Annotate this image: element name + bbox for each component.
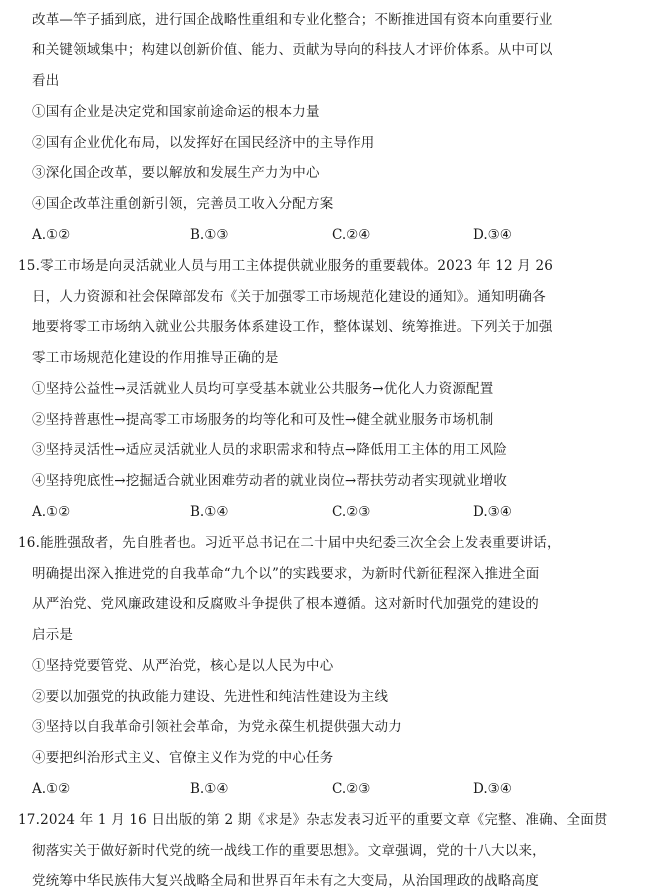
choice-b[interactable]: B.①④ bbox=[190, 781, 229, 797]
choice-c[interactable]: C.②③ bbox=[332, 781, 371, 797]
q14-text-line: 和关键领域集中；构建以创新价值、能力、贡献为导向的科技人才评价体系。从中可以 bbox=[32, 42, 553, 58]
q16-stem-line: 启示是 bbox=[32, 627, 74, 643]
choice-c[interactable]: C.②④ bbox=[332, 227, 371, 243]
q16-stem-line: 明确提出深入推进党的自我革命“九个以”的实践要求，为新时代新征程深入推进全面 bbox=[32, 566, 540, 582]
q16-option: ④要把纠治形式主义、官僚主义作为党的中心任务 bbox=[32, 750, 334, 766]
q15-option: ①坚持公益性→灵活就业人员均可享受基本就业公共服务→优化人力资源配置 bbox=[32, 381, 494, 397]
choice-d[interactable]: D.③④ bbox=[473, 781, 512, 797]
q15-option: ②坚持普惠性→提高零工市场服务的均等化和可及性→健全就业服务市场机制 bbox=[32, 412, 494, 428]
choice-a[interactable]: A.①② bbox=[32, 504, 71, 520]
q15-stem-line: 零工市场规范化建设的作用推导正确的是 bbox=[32, 350, 279, 366]
choice-b[interactable]: B.①③ bbox=[190, 227, 229, 243]
choice-a[interactable]: A.①② bbox=[32, 227, 71, 243]
q16-stem-line: 从严治党、党风廉政建设和反腐败斗争提供了根本遵循。这对新时代加强党的建设的 bbox=[32, 596, 539, 612]
q14-option: ④国企改革注重创新引领，完善员工收入分配方案 bbox=[32, 196, 334, 212]
q16-option: ②要以加强党的执政能力建设、先进性和纯洁性建设为主线 bbox=[32, 689, 389, 705]
q15-stem-line: 地要将零工市场纳入就业公共服务体系建设工作，整体谋划、统筹推进。下列关于加强 bbox=[32, 319, 553, 335]
choice-c[interactable]: C.②③ bbox=[332, 504, 371, 520]
q15-stem-line: 日，人力资源和社会保障部发布《关于加强零工市场规范化建设的通知》。通知明确各 bbox=[32, 289, 546, 305]
q16-stem-line: 16.能胜强敌者，先自胜者也。习近平总书记在二十届中央纪委三次全会上发表重要讲话， bbox=[18, 535, 561, 551]
q14-option: ③深化国企改革，要以解放和发展生产力为中心 bbox=[32, 165, 320, 181]
q15-stem-line: 15.零工市场是向灵活就业人员与用工主体提供就业服务的重要载体。2023 年 12 月 26 bbox=[18, 258, 554, 274]
q14-text-line: 改革—竿子插到底，进行国企战略性重组和专业化整合；不断推进国有资本向重要行业 bbox=[32, 12, 553, 28]
choice-d[interactable]: D.③④ bbox=[473, 504, 512, 520]
choice-d[interactable]: D.③④ bbox=[473, 227, 512, 243]
q17-stem-line: 彻落实关于做好新时代党的统一战线工作的重要思想》。文章强调，党的十八大以来， bbox=[32, 843, 546, 859]
q14-option: ②国有企业优化布局，以发挥好在国民经济中的主导作用 bbox=[32, 135, 375, 151]
choice-a[interactable]: A.①② bbox=[32, 781, 71, 797]
q16-option: ③坚持以自我革命引领社会革命，为党永葆生机提供强大动力 bbox=[32, 719, 402, 735]
q15-option: ④坚持兜底性→挖掘适合就业困难劳动者的就业岗位→帮扶劳动者实现就业增收 bbox=[32, 473, 508, 489]
q17-stem-line: 党统筹中华民族伟大复兴战略全局和世界百年未有之大变局，从治国理政的战略高度 bbox=[32, 873, 539, 889]
choice-b[interactable]: B.①④ bbox=[190, 504, 229, 520]
q14-text-line: 看出 bbox=[32, 73, 60, 89]
q15-option: ③坚持灵活性→适应灵活就业人员的求职需求和特点→降低用工主体的用工风险 bbox=[32, 442, 508, 458]
q16-option: ①坚持党要管党、从严治党，核心是以人民为中心 bbox=[32, 658, 334, 674]
q14-option: ①国有企业是决定党和国家前途命运的根本力量 bbox=[32, 104, 320, 120]
q17-stem-line: 17.2024 年 1 月 16 日出版的第 2 期《求是》杂志发表习近平的重要文章《完整、准确、全面贯 bbox=[18, 812, 608, 828]
